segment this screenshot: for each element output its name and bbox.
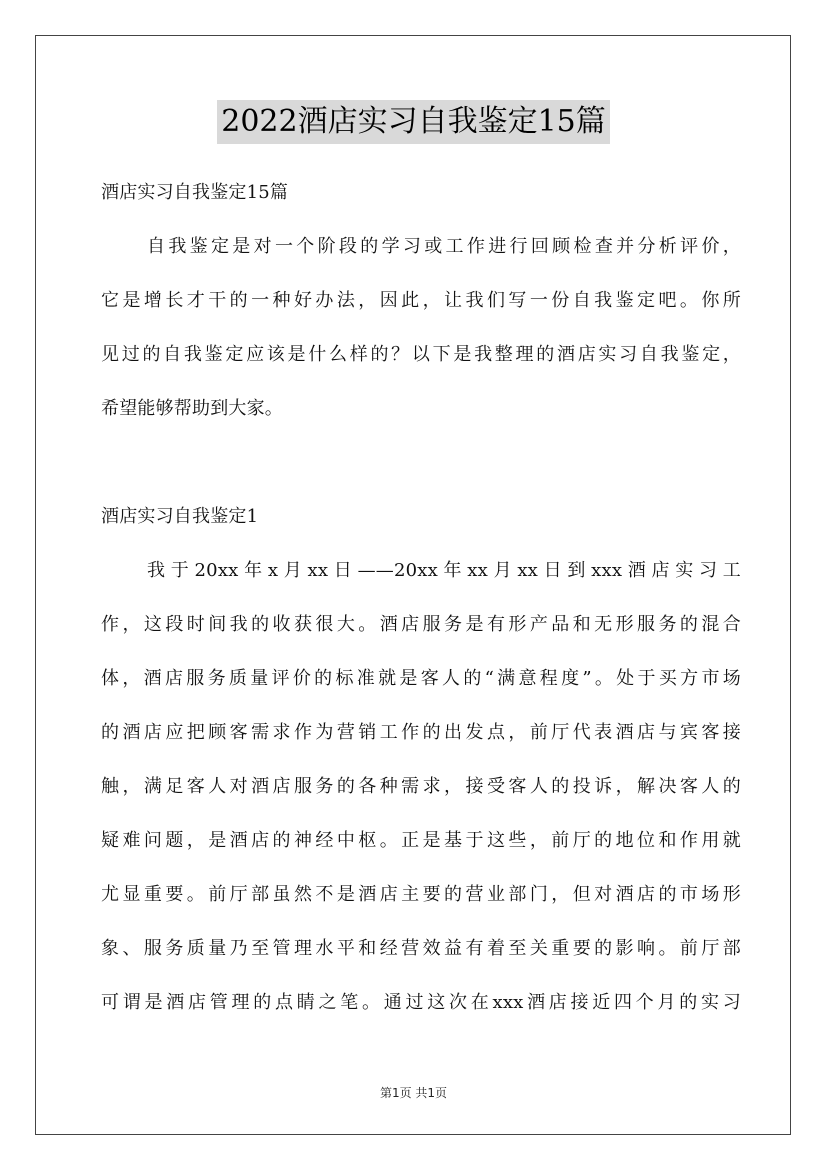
intro-line: 希望能够帮助到大家。: [101, 398, 283, 419]
intro-line: 自我鉴定是对一个阶段的学习或工作进行回顾检查并分析评价，: [147, 236, 741, 257]
intro-line: 它是增长才干的一种好办法，因此，让我们写一份自我鉴定吧。你所: [101, 290, 741, 311]
title-container: [0, 100, 827, 144]
body-line: 的酒店应把顾客需求作为营销工作的出发点，前厅代表酒店与宾客接: [101, 722, 741, 743]
body-line: 象、服务质量乃至管理水平和经营效益有着至关重要的影响。前厅部: [101, 938, 741, 959]
intro-line: 见过的自我鉴定应该是什么样的？以下是我整理的酒店实习自我鉴定，: [101, 344, 741, 365]
subtitle: 酒店实习自我鉴定15篇: [101, 182, 289, 203]
body-line: 我于20xx年x月xx日——20xx年xx月xx日到xxx酒店实习工: [147, 560, 741, 581]
page-footer: 第1页 共1页: [379, 1086, 448, 1100]
body-line: 体，酒店服务质量评价的标准就是客人的“满意程度”。处于买方市场: [101, 668, 741, 689]
body-line: 作，这段时间我的收获很大。酒店服务是有形产品和无形服务的混合: [101, 614, 741, 635]
page-title: 2022酒店实习自我鉴定15篇: [217, 100, 610, 144]
section-heading: 酒店实习自我鉴定1: [101, 506, 259, 527]
body-line: 尤显重要。前厅部虽然不是酒店主要的营业部门，但对酒店的市场形: [101, 884, 741, 905]
body-line: 疑难问题，是酒店的神经中枢。正是基于这些，前厅的地位和作用就: [101, 830, 741, 851]
body-line: 触，满足客人对酒店服务的各种需求，接受客人的投诉，解决客人的: [101, 776, 741, 797]
body-line: 可谓是酒店管理的点睛之笔。通过这次在xxx酒店接近四个月的实习: [101, 992, 741, 1013]
